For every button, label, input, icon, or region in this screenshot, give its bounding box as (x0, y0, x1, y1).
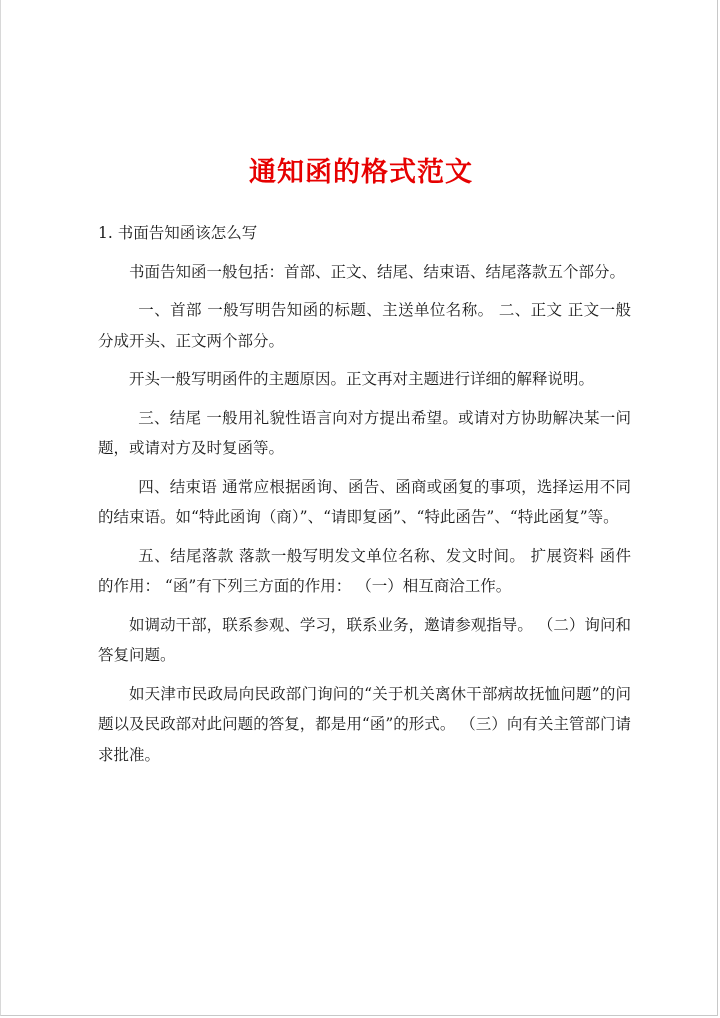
paragraph: 如调动干部，联系参观、学习，联系业务，邀请参观指导。 （二）询问和答复问题。 (98, 615, 631, 664)
paragraph: 五、结尾落款 落款一般写明发文单位名称、发文时间。 扩展资料 函件的作用： “函”有下列三方面的作用： （一）相互商洽工作。 (98, 546, 631, 595)
paragraph: 书面告知函一般包括：首部、正文、结尾、结束语、结尾落款五个部分。 (129, 262, 626, 281)
paragraph: 三、结尾 一般用礼貌性语言向对方提出希望。或请对方协助解决某一问题，或请对方及时复函等。 (98, 408, 631, 457)
paragraph: 一、首部 一般写明告知函的标题、主送单位名称。 二、正文 正文一般分成开头、正文两个部分。 (98, 301, 631, 350)
document-title: 通知函的格式范文 (249, 157, 473, 188)
paragraph: 开头一般写明函件的主题原因。正文再对主题进行详细的解释说明。 (129, 370, 595, 388)
section-heading: 1. 书面告知函该怎么写 (98, 224, 258, 242)
paragraph: 如天津市民政局向民政部门询问的“关于机关离休干部病故抚恤问题”的问题以及民政部对此问题的答复，都是用“函”的形式。 （三）向有关主管部门请求批准。 (98, 684, 631, 764)
document-body (98, 218, 631, 778)
paragraph: 四、结束语 通常应根据函询、函告、函商或函复的事项，选择运用不同的结束语。如“特此函询（商）”、“请即复函”、“特此函告”、“特此函复”等。 (98, 477, 631, 526)
